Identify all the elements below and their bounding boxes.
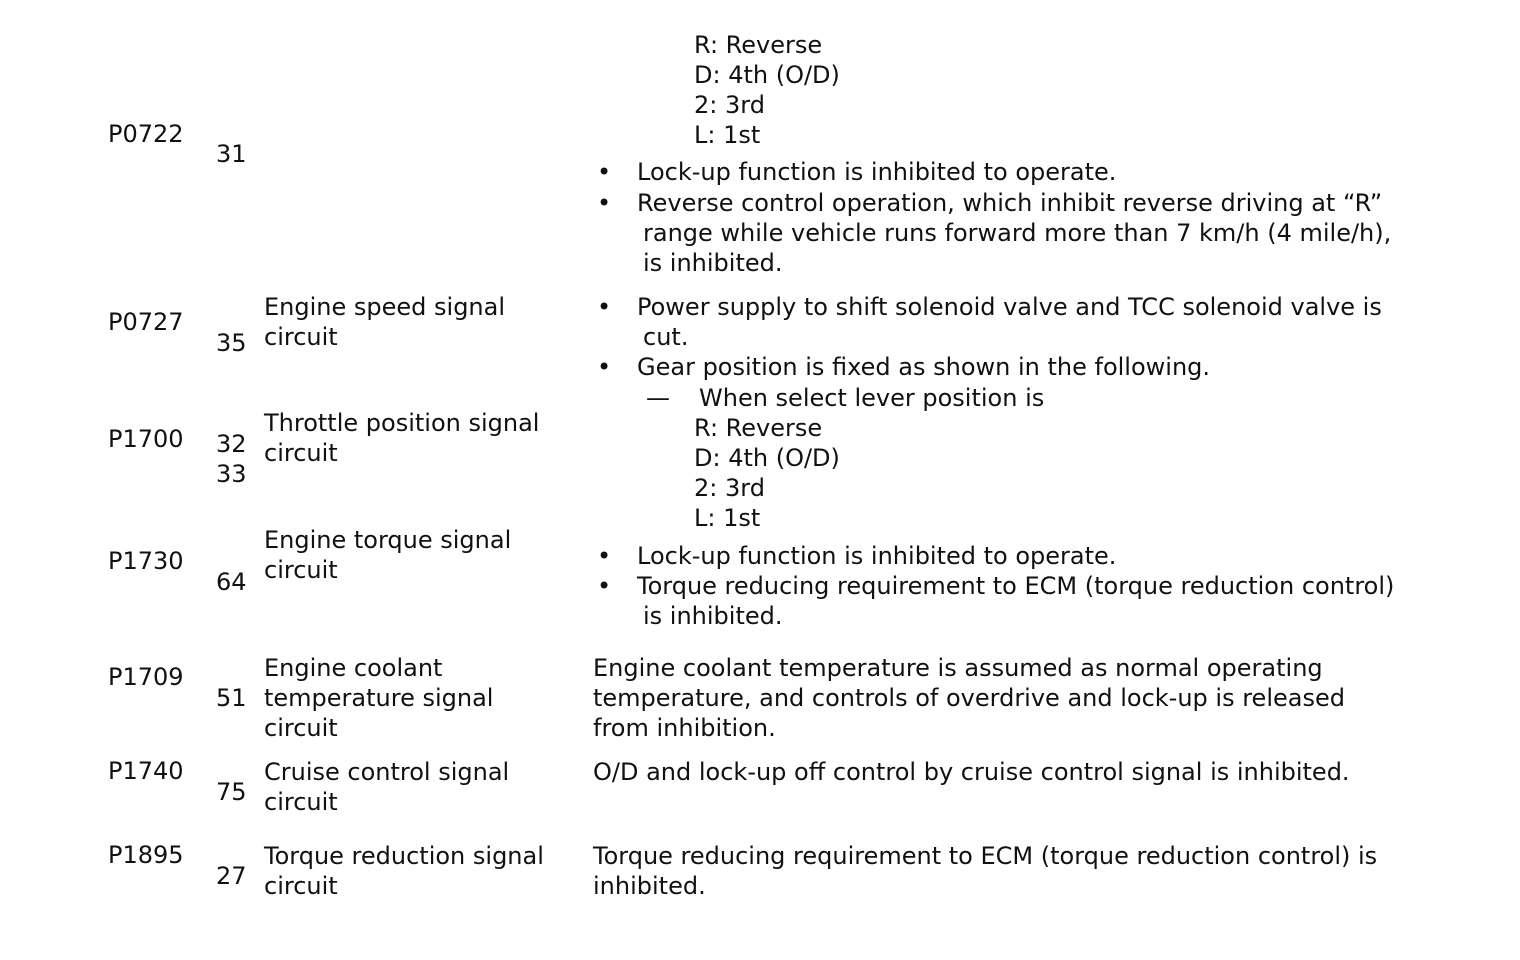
code-number: 64 xyxy=(216,568,247,596)
dtc-number: P1895 xyxy=(108,841,184,869)
code-number: 35 xyxy=(216,329,247,357)
code-number: 32 xyxy=(216,430,247,458)
circuit-name: Engine speed signal xyxy=(264,293,506,321)
gear-line: D: 4th (O/D) xyxy=(694,444,840,472)
action-line: is inhibited. xyxy=(643,602,783,630)
dtc-number: P1709 xyxy=(108,663,184,691)
circuit-name: circuit xyxy=(264,872,338,900)
circuit-name: circuit xyxy=(264,788,338,816)
action-line: Engine coolant temperature is assumed as normal operating xyxy=(593,654,1323,682)
code-number: 51 xyxy=(216,684,247,712)
gear-line: L: 1st xyxy=(694,504,761,532)
action-bullet: • Torque reducing requirement to ECM (torque reduction control) xyxy=(637,571,1394,602)
circuit-name: Cruise control signal xyxy=(264,758,510,786)
circuit-name: circuit xyxy=(264,439,338,467)
gear-line: D: 4th (O/D) xyxy=(694,61,840,89)
gear-line: 2: 3rd xyxy=(694,91,765,119)
action-line: from inhibition. xyxy=(593,714,776,742)
gear-line: L: 1st xyxy=(694,121,761,149)
dtc-number: P0727 xyxy=(108,308,184,336)
circuit-name: Engine torque signal xyxy=(264,526,512,554)
circuit-name: Torque reduction signal xyxy=(264,842,544,870)
dtc-number: P1700 xyxy=(108,425,184,453)
action-line: O/D and lock-up off control by cruise control signal is inhibited. xyxy=(593,758,1350,786)
action-bullet: • Gear position is fixed as shown in the following. xyxy=(637,352,1210,383)
circuit-name: Engine coolant xyxy=(264,654,443,682)
circuit-name: circuit xyxy=(264,556,338,584)
action-line: temperature, and controls of overdrive and lock-up is released xyxy=(593,684,1345,712)
gear-line: R: Reverse xyxy=(694,414,823,442)
action-line: is inhibited. xyxy=(643,249,783,277)
circuit-name: Throttle position signal xyxy=(264,409,540,437)
gear-line: R: Reverse xyxy=(694,31,823,59)
circuit-name: circuit xyxy=(264,714,338,742)
gear-line: 2: 3rd xyxy=(694,474,765,502)
action-line: inhibited. xyxy=(593,872,706,900)
action-bullet: • Lock-up function is inhibited to operate. xyxy=(637,541,1116,572)
action-line: range while vehicle runs forward more than 7 km/h (4 mile/h), xyxy=(643,219,1392,247)
action-bullet: • Reverse control operation, which inhibit reverse driving at “R” xyxy=(637,188,1382,219)
dtc-number: P1740 xyxy=(108,757,184,785)
action-dash-line: — When select lever position is xyxy=(699,383,1044,414)
dtc-number: P0722 xyxy=(108,120,184,148)
dtc-number: P1730 xyxy=(108,547,184,575)
circuit-name: circuit xyxy=(264,323,338,351)
code-number: 33 xyxy=(216,460,247,488)
circuit-name: temperature signal xyxy=(264,684,494,712)
action-line: Torque reducing requirement to ECM (torque reduction control) is xyxy=(593,842,1378,870)
code-number: 75 xyxy=(216,778,247,806)
action-bullet: • Power supply to shift solenoid valve and TCC solenoid valve is xyxy=(637,292,1382,323)
action-bullet: • Lock-up function is inhibited to operate. xyxy=(637,157,1116,188)
code-number: 27 xyxy=(216,862,247,890)
action-line: cut. xyxy=(643,323,689,351)
code-number: 31 xyxy=(216,140,247,168)
